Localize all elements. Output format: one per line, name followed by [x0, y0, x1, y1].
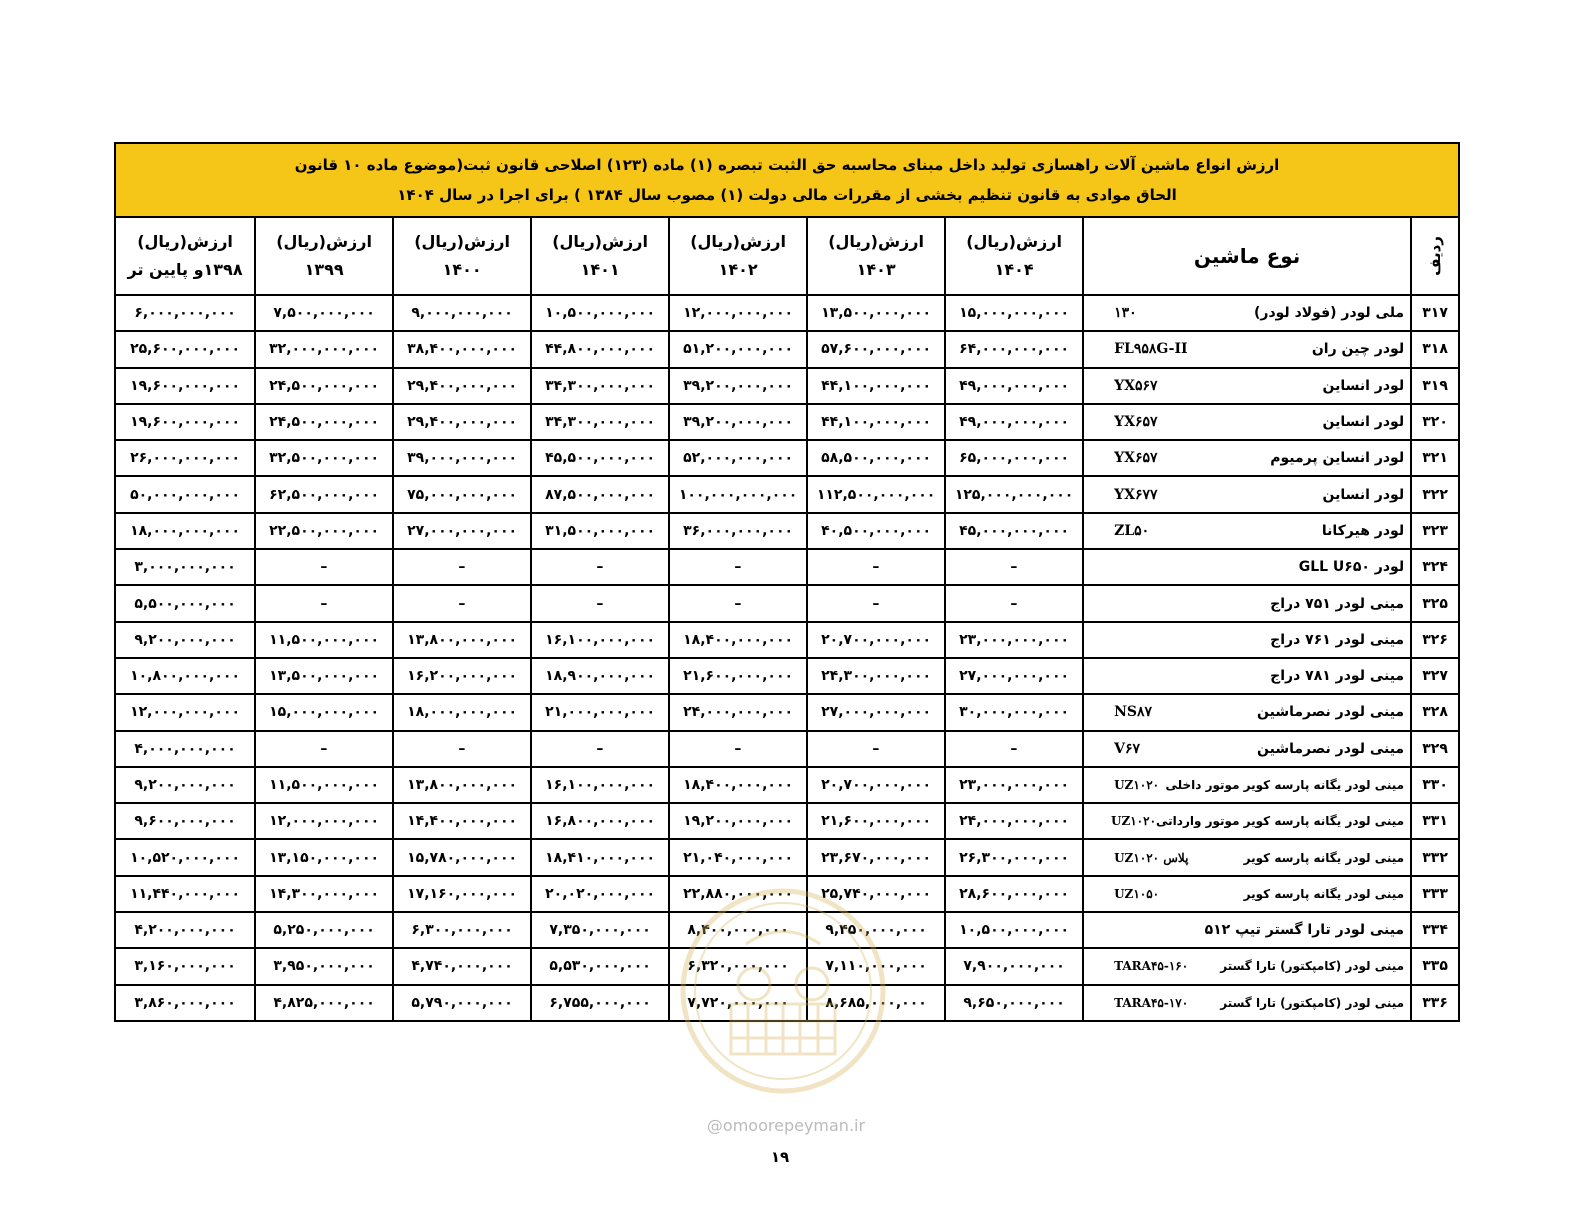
- value-cell: ۱۰,۵۲۰,۰۰۰,۰۰۰: [115, 839, 255, 875]
- machine-model: ۱۳۰: [1114, 305, 1137, 322]
- value-cell: ۲۲,۵۰۰,۰۰۰,۰۰۰: [255, 513, 393, 549]
- header-year: ۱۴۰۱: [580, 260, 620, 279]
- value-cell: ۱۰,۸۰۰,۰۰۰,۰۰۰: [115, 658, 255, 694]
- header-value-label: ارزش(ریال): [690, 232, 786, 251]
- value-cell: –: [255, 549, 393, 585]
- header-value-label: ارزش(ریال): [414, 232, 510, 251]
- table-row: [115, 658, 1459, 694]
- header-row: [115, 217, 1459, 295]
- radif-cell: ۳۲۲: [1411, 476, 1459, 512]
- value-cell: ۹,۰۰۰,۰۰۰,۰۰۰: [393, 295, 531, 331]
- value-cell: ۲۰,۰۲۰,۰۰۰,۰۰۰: [531, 876, 669, 912]
- value-cell: ۱۰,۵۰۰,۰۰۰,۰۰۰: [531, 295, 669, 331]
- machine-name: مینی لودر یگانه پارسه کویر: [1243, 886, 1405, 901]
- value-cell: ۲۴,۵۰۰,۰۰۰,۰۰۰: [255, 368, 393, 404]
- radif-cell: ۳۳۴: [1411, 912, 1459, 948]
- machine-name: مینی لودر نصرماشین: [1257, 704, 1405, 721]
- value-cell: ۷,۹۰۰,۰۰۰,۰۰۰: [945, 948, 1083, 984]
- value-cell: ۶,۳۰۰,۰۰۰,۰۰۰: [393, 912, 531, 948]
- machine-name: مینی لودر یگانه پارسه کویر: [1243, 850, 1405, 865]
- value-cell: ۱۶,۱۰۰,۰۰۰,۰۰۰: [531, 767, 669, 803]
- value-cell: ۳۹,۰۰۰,۰۰۰,۰۰۰: [393, 440, 531, 476]
- machine-model: YX۵۶۷: [1114, 377, 1158, 394]
- header-value-label: ارزش(ریال): [828, 232, 924, 251]
- value-cell: ۲۱,۶۰۰,۰۰۰,۰۰۰: [669, 658, 807, 694]
- value-cell: ۶۲,۵۰۰,۰۰۰,۰۰۰: [255, 476, 393, 512]
- header-value-label: ارزش(ریال): [276, 232, 372, 251]
- title-line-2: الحاق موادی به قانون تنظیم بخشی از مقررات مالی دولت (۱) مصوب سال ۱۳۸۴ ) برای اجرا در سال ۱۴۰۴: [397, 186, 1177, 204]
- page-number: ۱۹: [770, 1148, 790, 1166]
- radif-cell: ۳۳۲: [1411, 839, 1459, 875]
- machine-name-cell: [1083, 876, 1411, 912]
- machine-model: UZ۱۰۲۰ پلاس: [1114, 850, 1189, 865]
- table-row: [115, 948, 1459, 984]
- value-cell: ۷,۳۵۰,۰۰۰,۰۰۰: [531, 912, 669, 948]
- radif-cell: ۳۳۱: [1411, 803, 1459, 839]
- value-cell: ۸,۴۰۰,۰۰۰,۰۰۰: [669, 912, 807, 948]
- header-value-0: [945, 217, 1083, 295]
- value-cell: ۷,۱۱۰,۰۰۰,۰۰۰: [807, 948, 945, 984]
- website-watermark: @omoorepeyman.ir: [706, 1116, 866, 1135]
- value-cell: ۸,۶۸۵,۰۰۰,۰۰۰: [807, 985, 945, 1021]
- header-value-2: [669, 217, 807, 295]
- value-cell: ۱۹,۲۰۰,۰۰۰,۰۰۰: [669, 803, 807, 839]
- table-row: [115, 985, 1459, 1021]
- value-cell: ۱۴,۴۰۰,۰۰۰,۰۰۰: [393, 803, 531, 839]
- value-cell: ۱۸,۴۰۰,۰۰۰,۰۰۰: [669, 622, 807, 658]
- machine-model: NS۸۷: [1114, 704, 1153, 721]
- machine-model: UZ۱۰۵۰: [1114, 886, 1160, 901]
- table-row: [115, 476, 1459, 512]
- value-cell: –: [807, 549, 945, 585]
- machine-name-cell: [1083, 476, 1411, 512]
- table-body: [115, 295, 1459, 1021]
- value-cell: ۳۲,۵۰۰,۰۰۰,۰۰۰: [255, 440, 393, 476]
- value-cell: ۲۸,۶۰۰,۰۰۰,۰۰۰: [945, 876, 1083, 912]
- header-year: ۱۴۰۳: [856, 260, 896, 279]
- machine-model: V۶۷: [1114, 740, 1140, 757]
- value-cell: ۲۹,۴۰۰,۰۰۰,۰۰۰: [393, 404, 531, 440]
- machine-name-cell: [1083, 839, 1411, 875]
- machine-name: لودر انساین: [1322, 414, 1405, 431]
- value-cell: ۵,۷۹۰,۰۰۰,۰۰۰: [393, 985, 531, 1021]
- value-cell: ۲۷,۰۰۰,۰۰۰,۰۰۰: [945, 658, 1083, 694]
- value-cell: ۳,۹۵۰,۰۰۰,۰۰۰: [255, 948, 393, 984]
- value-cell: –: [393, 549, 531, 585]
- value-cell: ۲۷,۰۰۰,۰۰۰,۰۰۰: [393, 513, 531, 549]
- value-cell: ۲۳,۰۰۰,۰۰۰,۰۰۰: [945, 622, 1083, 658]
- value-cell: ۴,۲۰۰,۰۰۰,۰۰۰: [115, 912, 255, 948]
- value-cell: ۶۴,۰۰۰,۰۰۰,۰۰۰: [945, 331, 1083, 367]
- machine-name: مینی لودر ۷۸۱ دراج: [1270, 668, 1405, 685]
- table-row: [115, 331, 1459, 367]
- value-cell: ۵,۵۰۰,۰۰۰,۰۰۰: [115, 585, 255, 621]
- machine-name: مینی لودر (کامپکتور) تارا گستر: [1220, 995, 1405, 1010]
- header-value-label: ارزش(ریال): [966, 232, 1062, 251]
- value-cell: ۶,۰۰۰,۰۰۰,۰۰۰: [115, 295, 255, 331]
- value-cell: –: [393, 731, 531, 767]
- machine-model: TARA۴۵-۱۷۰: [1114, 995, 1189, 1010]
- value-cell: ۵۸,۵۰۰,۰۰۰,۰۰۰: [807, 440, 945, 476]
- machine-name: لودر چین ران: [1311, 341, 1405, 358]
- header-radif: ردیف: [1411, 217, 1459, 295]
- value-cell: ۱۶,۸۰۰,۰۰۰,۰۰۰: [531, 803, 669, 839]
- value-cell: ۲۰,۷۰۰,۰۰۰,۰۰۰: [807, 767, 945, 803]
- machine-name: لودر GLL U۶۵۰: [1298, 559, 1405, 576]
- header-value-5: [255, 217, 393, 295]
- value-cell: ۲۵,۶۰۰,۰۰۰,۰۰۰: [115, 331, 255, 367]
- table-row: [115, 839, 1459, 875]
- value-cell: –: [945, 585, 1083, 621]
- value-cell: –: [945, 549, 1083, 585]
- machine-name: مینی لودر (کامپکتور) تارا گستر: [1220, 959, 1405, 974]
- header-value-label: ارزش(ریال): [137, 232, 233, 251]
- value-cell: ۱۹,۶۰۰,۰۰۰,۰۰۰: [115, 368, 255, 404]
- value-cell: ۱۳,۵۰۰,۰۰۰,۰۰۰: [255, 658, 393, 694]
- value-cell: ۴۴,۱۰۰,۰۰۰,۰۰۰: [807, 368, 945, 404]
- table-row: [115, 549, 1459, 585]
- value-cell: ۳۸,۴۰۰,۰۰۰,۰۰۰: [393, 331, 531, 367]
- value-cell: –: [669, 549, 807, 585]
- value-cell: ۳۶,۰۰۰,۰۰۰,۰۰۰: [669, 513, 807, 549]
- radif-cell: ۳۱۹: [1411, 368, 1459, 404]
- valuation-table: [114, 142, 1460, 1022]
- header-value-label: ارزش(ریال): [552, 232, 648, 251]
- table-row: [115, 404, 1459, 440]
- radif-cell: ۳۲۳: [1411, 513, 1459, 549]
- radif-cell: ۳۲۴: [1411, 549, 1459, 585]
- machine-name-cell: [1083, 803, 1411, 839]
- value-cell: ۱۸,۴۰۰,۰۰۰,۰۰۰: [669, 767, 807, 803]
- machine-name: مینی لودر تارا گستر تیپ ۵۱۲: [1204, 922, 1405, 939]
- value-cell: ۳۹,۲۰۰,۰۰۰,۰۰۰: [669, 368, 807, 404]
- table-row: [115, 513, 1459, 549]
- value-cell: ۱۳,۸۰۰,۰۰۰,۰۰۰: [393, 767, 531, 803]
- value-cell: ۴۹,۰۰۰,۰۰۰,۰۰۰: [945, 368, 1083, 404]
- value-cell: ۲۵,۷۴۰,۰۰۰,۰۰۰: [807, 876, 945, 912]
- header-year: ۱۴۰۲: [718, 260, 758, 279]
- machine-model: YX۶۵۷: [1114, 450, 1158, 467]
- value-cell: ۴,۷۴۰,۰۰۰,۰۰۰: [393, 948, 531, 984]
- value-cell: ۳۴,۳۰۰,۰۰۰,۰۰۰: [531, 404, 669, 440]
- value-cell: ۳,۰۰۰,۰۰۰,۰۰۰: [115, 549, 255, 585]
- value-cell: –: [807, 731, 945, 767]
- machine-name-cell: [1083, 404, 1411, 440]
- value-cell: ۱۲,۰۰۰,۰۰۰,۰۰۰: [669, 295, 807, 331]
- machine-name: لودر هیرکانا: [1321, 522, 1405, 539]
- machine-name-cell: [1083, 658, 1411, 694]
- machine-name: ملی لودر (فولاد لودر): [1254, 305, 1405, 322]
- machine-name: لودر انساین: [1322, 486, 1405, 503]
- value-cell: ۱۵,۰۰۰,۰۰۰,۰۰۰: [255, 694, 393, 730]
- header-year: ۱۴۰۰: [442, 260, 482, 279]
- machine-name: مینی لودر یگانه پارسه کویر موتور وارداتی: [1156, 814, 1405, 829]
- value-cell: ۲۳,۶۷۰,۰۰۰,۰۰۰: [807, 839, 945, 875]
- table-row: [115, 368, 1459, 404]
- header-value-6: [115, 217, 255, 295]
- value-cell: ۶,۳۲۰,۰۰۰,۰۰۰: [669, 948, 807, 984]
- value-cell: ۲۴,۵۰۰,۰۰۰,۰۰۰: [255, 404, 393, 440]
- value-cell: ۷۵,۰۰۰,۰۰۰,۰۰۰: [393, 476, 531, 512]
- value-cell: ۱۲۵,۰۰۰,۰۰۰,۰۰۰: [945, 476, 1083, 512]
- value-cell: –: [807, 585, 945, 621]
- value-cell: –: [669, 585, 807, 621]
- machine-name-cell: [1083, 767, 1411, 803]
- value-cell: ۱۶,۱۰۰,۰۰۰,۰۰۰: [531, 622, 669, 658]
- machine-name-cell: [1083, 731, 1411, 767]
- value-cell: ۸۷,۵۰۰,۰۰۰,۰۰۰: [531, 476, 669, 512]
- value-cell: ۲۲,۸۸۰,۰۰۰,۰۰۰: [669, 876, 807, 912]
- value-cell: –: [531, 585, 669, 621]
- radif-cell: ۳۲۹: [1411, 731, 1459, 767]
- value-cell: ۱۵,۰۰۰,۰۰۰,۰۰۰: [945, 295, 1083, 331]
- machine-name-cell: [1083, 985, 1411, 1021]
- value-cell: ۲۱,۶۰۰,۰۰۰,۰۰۰: [807, 803, 945, 839]
- value-cell: ۲۴,۰۰۰,۰۰۰,۰۰۰: [945, 803, 1083, 839]
- value-cell: ۳۴,۳۰۰,۰۰۰,۰۰۰: [531, 368, 669, 404]
- radif-cell: ۳۳۰: [1411, 767, 1459, 803]
- value-cell: ۵,۲۵۰,۰۰۰,۰۰۰: [255, 912, 393, 948]
- machine-model: YX۶۷۷: [1114, 486, 1158, 503]
- value-cell: ۵۷,۶۰۰,۰۰۰,۰۰۰: [807, 331, 945, 367]
- value-cell: ۱۲,۰۰۰,۰۰۰,۰۰۰: [255, 803, 393, 839]
- value-cell: ۱۹,۶۰۰,۰۰۰,۰۰۰: [115, 404, 255, 440]
- table-row: [115, 803, 1459, 839]
- value-cell: ۹,۶۵۰,۰۰۰,۰۰۰: [945, 985, 1083, 1021]
- radif-cell: ۳۲۰: [1411, 404, 1459, 440]
- value-cell: ۱۸,۴۱۰,۰۰۰,۰۰۰: [531, 839, 669, 875]
- table-row: [115, 440, 1459, 476]
- value-cell: ۶,۷۵۵,۰۰۰,۰۰۰: [531, 985, 669, 1021]
- value-cell: ۴۴,۸۰۰,۰۰۰,۰۰۰: [531, 331, 669, 367]
- value-cell: –: [255, 731, 393, 767]
- value-cell: –: [531, 731, 669, 767]
- value-cell: ۱۱۲,۵۰۰,۰۰۰,۰۰۰: [807, 476, 945, 512]
- machine-name-cell: [1083, 513, 1411, 549]
- radif-cell: ۳۲۱: [1411, 440, 1459, 476]
- value-cell: ۹,۶۰۰,۰۰۰,۰۰۰: [115, 803, 255, 839]
- value-cell: ۴۰,۵۰۰,۰۰۰,۰۰۰: [807, 513, 945, 549]
- value-cell: ۴,۸۲۵,۰۰۰,۰۰۰: [255, 985, 393, 1021]
- value-cell: ۷,۵۰۰,۰۰۰,۰۰۰: [255, 295, 393, 331]
- value-cell: ۷,۷۲۰,۰۰۰,۰۰۰: [669, 985, 807, 1021]
- value-cell: ۲۱,۰۴۰,۰۰۰,۰۰۰: [669, 839, 807, 875]
- machine-name-cell: [1083, 368, 1411, 404]
- machine-name: مینی لودر نصرماشین: [1257, 740, 1405, 757]
- value-cell: ۳,۱۶۰,۰۰۰,۰۰۰: [115, 948, 255, 984]
- table-row: [115, 912, 1459, 948]
- machine-name-cell: [1083, 331, 1411, 367]
- table-row: [115, 731, 1459, 767]
- header-value-1: [807, 217, 945, 295]
- machine-model: YX۶۵۷: [1114, 414, 1158, 431]
- radif-cell: ۳۲۷: [1411, 658, 1459, 694]
- radif-cell: ۳۳۳: [1411, 876, 1459, 912]
- table-row: [115, 694, 1459, 730]
- machine-model: UZ۱۰۲۰: [1114, 778, 1160, 792]
- radif-cell: ۳۲۸: [1411, 694, 1459, 730]
- value-cell: ۱۲,۰۰۰,۰۰۰,۰۰۰: [115, 694, 255, 730]
- value-cell: ۱۳,۱۵۰,۰۰۰,۰۰۰: [255, 839, 393, 875]
- radif-cell: ۳۳۶: [1411, 985, 1459, 1021]
- machine-name-cell: [1083, 549, 1411, 585]
- value-cell: ۱۷,۱۶۰,۰۰۰,۰۰۰: [393, 876, 531, 912]
- value-cell: ۱۶,۲۰۰,۰۰۰,۰۰۰: [393, 658, 531, 694]
- value-cell: ۲۶,۰۰۰,۰۰۰,۰۰۰: [115, 440, 255, 476]
- value-cell: ۱۱,۵۰۰,۰۰۰,۰۰۰: [255, 767, 393, 803]
- value-cell: ۲۱,۰۰۰,۰۰۰,۰۰۰: [531, 694, 669, 730]
- value-cell: ۵,۵۳۰,۰۰۰,۰۰۰: [531, 948, 669, 984]
- header-year: ۱۳۹۹: [304, 260, 344, 279]
- value-cell: ۲۹,۴۰۰,۰۰۰,۰۰۰: [393, 368, 531, 404]
- machine-model: FL۹۵۸G-II: [1114, 341, 1188, 358]
- header-machine-type: نوع ماشین: [1083, 217, 1411, 295]
- value-cell: ۲۶,۳۰۰,۰۰۰,۰۰۰: [945, 839, 1083, 875]
- value-cell: –: [255, 585, 393, 621]
- machine-name-cell: [1083, 912, 1411, 948]
- value-cell: ۴۵,۵۰۰,۰۰۰,۰۰۰: [531, 440, 669, 476]
- table-title: [115, 143, 1459, 217]
- machine-model: TARA۴۵-۱۶۰: [1114, 959, 1189, 974]
- table-row: [115, 767, 1459, 803]
- value-cell: ۴۴,۱۰۰,۰۰۰,۰۰۰: [807, 404, 945, 440]
- radif-cell: ۳۳۵: [1411, 948, 1459, 984]
- value-cell: ۱۰۰,۰۰۰,۰۰۰,۰۰۰: [669, 476, 807, 512]
- radif-cell: ۳۱۷: [1411, 295, 1459, 331]
- value-cell: –: [669, 731, 807, 767]
- value-cell: –: [531, 549, 669, 585]
- header-year: ۱۴۰۴: [994, 260, 1034, 279]
- machine-name-cell: [1083, 585, 1411, 621]
- value-cell: ۲۴,۰۰۰,۰۰۰,۰۰۰: [669, 694, 807, 730]
- value-cell: ۵۰,۰۰۰,۰۰۰,۰۰۰: [115, 476, 255, 512]
- value-cell: ۱۸,۰۰۰,۰۰۰,۰۰۰: [115, 513, 255, 549]
- machine-name: لودر انساین: [1322, 377, 1405, 394]
- machine-name: مینی لودر ۷۵۱ دراج: [1270, 595, 1405, 612]
- value-cell: ۱۴,۳۰۰,۰۰۰,۰۰۰: [255, 876, 393, 912]
- value-cell: ۲۳,۰۰۰,۰۰۰,۰۰۰: [945, 767, 1083, 803]
- value-cell: ۲۰,۷۰۰,۰۰۰,۰۰۰: [807, 622, 945, 658]
- table-row: [115, 876, 1459, 912]
- value-cell: ۳,۸۶۰,۰۰۰,۰۰۰: [115, 985, 255, 1021]
- radif-cell: ۳۱۸: [1411, 331, 1459, 367]
- radif-cell: ۳۲۵: [1411, 585, 1459, 621]
- header-value-3: [531, 217, 669, 295]
- machine-model: ZL۵۰: [1114, 522, 1150, 539]
- value-cell: ۱۳,۵۰۰,۰۰۰,۰۰۰: [807, 295, 945, 331]
- value-cell: ۵۱,۲۰۰,۰۰۰,۰۰۰: [669, 331, 807, 367]
- value-cell: ۶۵,۰۰۰,۰۰۰,۰۰۰: [945, 440, 1083, 476]
- machine-name: مینی لودر یگانه پارسه کویر موتور داخلی: [1165, 778, 1405, 792]
- table-row: [115, 622, 1459, 658]
- machine-name: لودر انساین پرمیوم: [1270, 450, 1405, 467]
- machine-name-cell: [1083, 622, 1411, 658]
- radif-cell: ۳۲۶: [1411, 622, 1459, 658]
- value-cell: ۳۲,۰۰۰,۰۰۰,۰۰۰: [255, 331, 393, 367]
- value-cell: ۹,۴۵۰,۰۰۰,۰۰۰: [807, 912, 945, 948]
- value-cell: ۱۰,۵۰۰,۰۰۰,۰۰۰: [945, 912, 1083, 948]
- value-cell: –: [393, 585, 531, 621]
- machine-name-cell: [1083, 295, 1411, 331]
- value-cell: –: [945, 731, 1083, 767]
- table-row: [115, 585, 1459, 621]
- value-cell: ۹,۲۰۰,۰۰۰,۰۰۰: [115, 622, 255, 658]
- header-year: ۱۳۹۸و پایین تر: [127, 260, 243, 279]
- value-cell: ۹,۲۰۰,۰۰۰,۰۰۰: [115, 767, 255, 803]
- value-cell: ۴۵,۰۰۰,۰۰۰,۰۰۰: [945, 513, 1083, 549]
- value-cell: ۴۹,۰۰۰,۰۰۰,۰۰۰: [945, 404, 1083, 440]
- machine-name-cell: [1083, 440, 1411, 476]
- machine-name: مینی لودر ۷۶۱ دراج: [1270, 631, 1405, 648]
- machine-name-cell: [1083, 948, 1411, 984]
- value-cell: ۱۵,۷۸۰,۰۰۰,۰۰۰: [393, 839, 531, 875]
- value-cell: ۳۱,۵۰۰,۰۰۰,۰۰۰: [531, 513, 669, 549]
- value-cell: ۲۴,۳۰۰,۰۰۰,۰۰۰: [807, 658, 945, 694]
- machine-model: UZ۱۰۲۰: [1111, 814, 1157, 829]
- value-cell: ۱۸,۹۰۰,۰۰۰,۰۰۰: [531, 658, 669, 694]
- value-cell: ۴,۰۰۰,۰۰۰,۰۰۰: [115, 731, 255, 767]
- value-cell: ۱۱,۵۰۰,۰۰۰,۰۰۰: [255, 622, 393, 658]
- header-value-4: [393, 217, 531, 295]
- value-cell: ۲۷,۰۰۰,۰۰۰,۰۰۰: [807, 694, 945, 730]
- value-cell: ۳۹,۲۰۰,۰۰۰,۰۰۰: [669, 404, 807, 440]
- value-cell: ۳۰,۰۰۰,۰۰۰,۰۰۰: [945, 694, 1083, 730]
- table-row: [115, 295, 1459, 331]
- value-cell: ۵۲,۰۰۰,۰۰۰,۰۰۰: [669, 440, 807, 476]
- machine-name-cell: [1083, 694, 1411, 730]
- value-cell: ۱۸,۰۰۰,۰۰۰,۰۰۰: [393, 694, 531, 730]
- value-cell: ۱۳,۸۰۰,۰۰۰,۰۰۰: [393, 622, 531, 658]
- value-cell: ۱۱,۴۴۰,۰۰۰,۰۰۰: [115, 876, 255, 912]
- title-line-1: ارزش انواع ماشین آلات راهسازی تولید داخل مبنای محاسبه حق الثبت تبصره (۱) ماده (۱۲۳) اصلاحی قانون ثبت(موضوع ماده ۱۰ قانون: [294, 156, 1280, 174]
